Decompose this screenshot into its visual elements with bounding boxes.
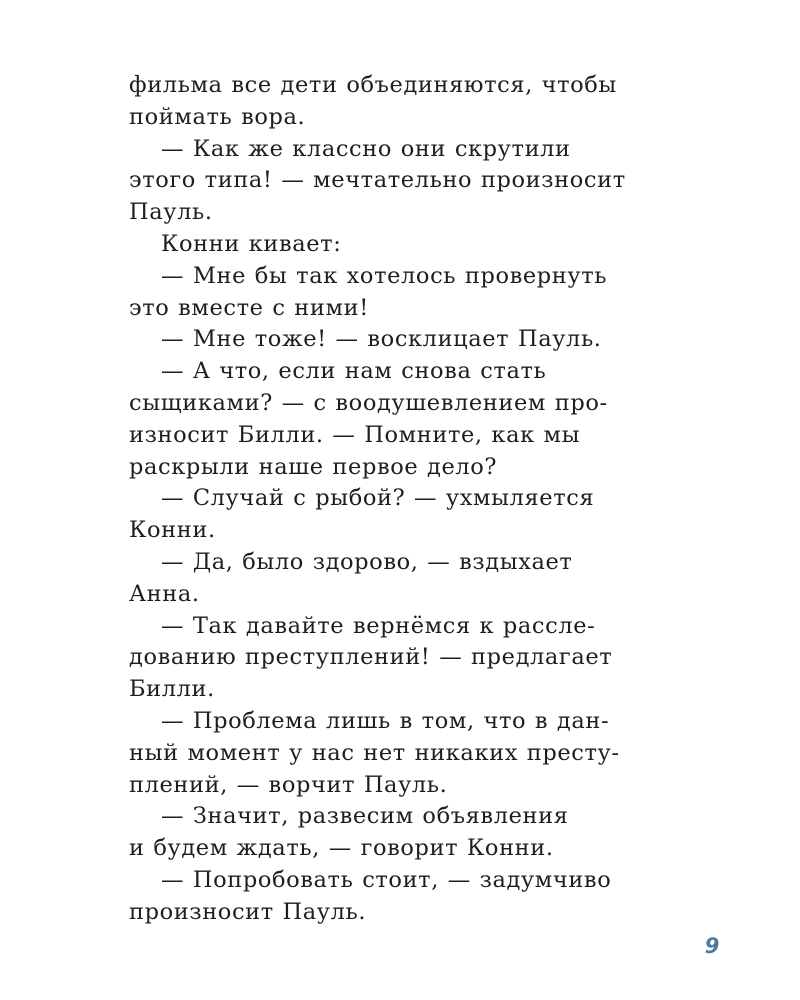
text-line: — Мне бы так хотелось провернуть <box>161 262 608 289</box>
page-number: 9 <box>704 934 720 958</box>
text-line: произносит Пауль. <box>129 898 367 925</box>
text-line: износит Билли. — Помните, как мы <box>129 421 581 448</box>
text-line: Анна. <box>129 580 200 607</box>
text-line: — Проблема лишь в том, что в дан- <box>161 707 610 734</box>
text-line: Конни. <box>129 517 216 544</box>
text-line: Конни кивает: <box>161 230 342 257</box>
text-line: фильма все дети объединяются, чтобы <box>129 72 617 98</box>
body-text <box>129 70 709 929</box>
text-line: — А что, если нам снова стать <box>161 358 547 385</box>
text-line: — Да, было здорово, — вздыхает <box>161 548 573 575</box>
text-line: дованию преступлений! — предлагает <box>129 644 613 671</box>
text-line: — Так давайте вернёмся к рассле- <box>161 612 596 639</box>
text-line: это вместе с ними! <box>129 294 369 321</box>
text-line: — Попробовать стоит, — задумчиво <box>161 866 612 893</box>
text-line: и будем ждать, — говорит Конни. <box>129 835 554 862</box>
text-line: поймать вора. <box>129 103 306 130</box>
text-line: Билли. <box>129 676 215 703</box>
text-line: раскрыли наше первое дело? <box>129 453 498 480</box>
text-line: Пауль. <box>129 199 213 226</box>
text-line: — Как же классно они скрутили <box>161 135 571 162</box>
text-line: — Значит, развесим объявления <box>161 803 569 830</box>
text-line: этого типа! — мечтательно произносит <box>129 167 626 194</box>
text-line: плений, — ворчит Пауль. <box>129 771 448 798</box>
text-line: — Мне тоже! — восклицает Пауль. <box>161 326 602 353</box>
text-line: — Случай с рыбой? — ухмыляется <box>161 485 595 512</box>
text-line: ный момент у нас нет никаких престу- <box>129 739 620 766</box>
text-line: сыщиками? — с воодушевлением про- <box>129 389 608 416</box>
